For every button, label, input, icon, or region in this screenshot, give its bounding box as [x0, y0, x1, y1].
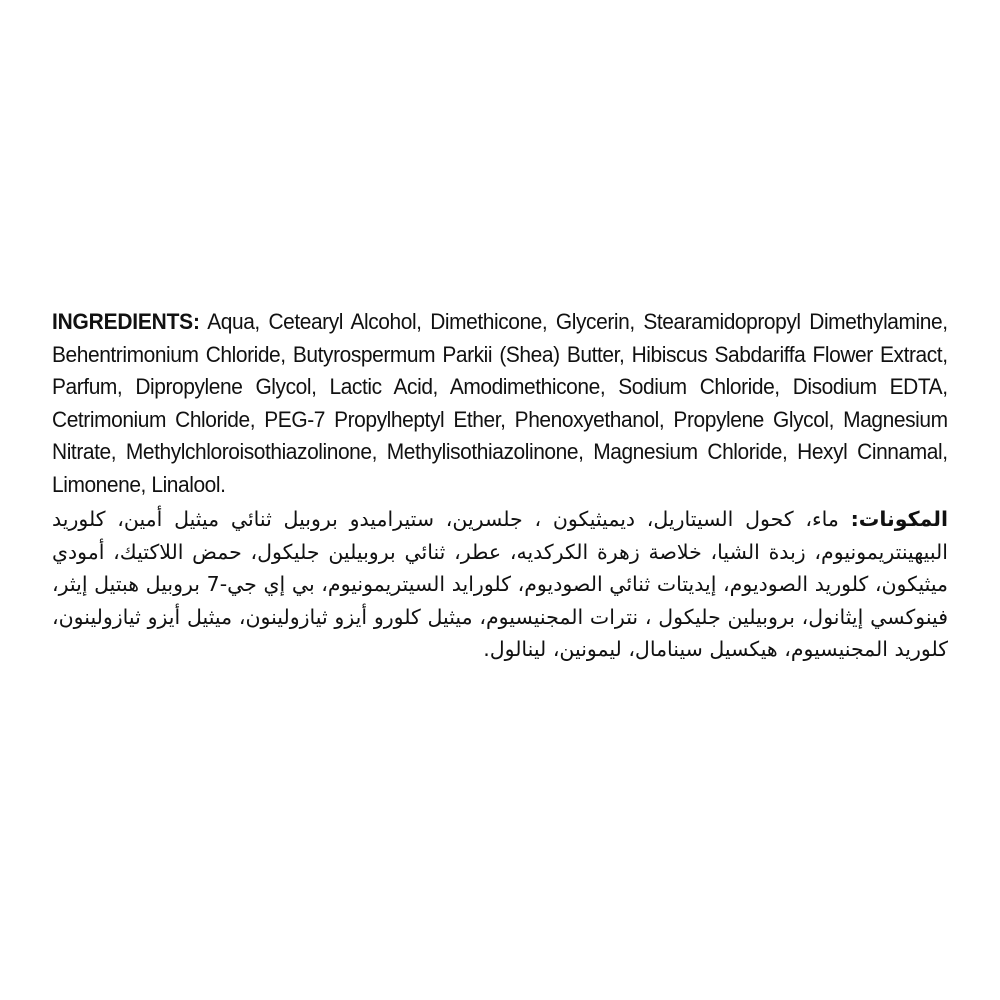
ingredients-label [52, 306, 948, 666]
ingredients-list-arabic: ماء، كحول السيتاريل، ديميثيكون ، جلسرين، ستيراميدو بروبيل ثنائي ميثيل أمين، كلوريد البيهينتريمونيوم، زبدة الشيا، خلاصة زهرة الكركديه، عطر، ثنائي بروبيلين جليكول، حمض اللاكتيك، أمودي ميثيكون، كلوريد الصوديوم، إيديتات ثنائي الصوديوم، كلورايد السيتريمونيوم، بي إي جي-7 بروبيل هبتيل إيثر، فينوكسي إيثانول، بروبيلين جليكول ، نترات المجنيسيوم، ميثيل كلورو أيزو ثيازولينون، ميثيل أيزو ثيازولينون، كلوريد المجنيسيوم، هيكسيل سينامال، ليمونين، لينالول. [52, 507, 948, 661]
ingredients-heading-english: INGREDIENTS: [52, 309, 200, 334]
ingredients-heading-arabic: المكونات: [850, 507, 948, 531]
ingredients-list-english: Aqua, Cetearyl Alcohol, Dimethicone, Glycerin, Stearamidopropyl Dimethylamine, Behentrimonium Chloride, Butyrospermum Parkii (Shea) Butter, Hibiscus Sabdariffa Flower Extract, Parfum, Dipropylene Glycol, Lactic Acid, Amodimethicone, Sodium Chloride, Disodium EDTA, Cetrimonium Chloride, PEG-7 Propylheptyl Ether, Phenoxyethanol, Propylene Glycol, Magnesium Nitrate, Methylchloroisothiazolinone, Methylisothiazolinone, Magnesium Chloride, Hexyl Cinnamal, Limonene, Linalool. [52, 309, 948, 497]
ingredients-english [52, 306, 948, 501]
ingredients-arabic [52, 503, 948, 666]
